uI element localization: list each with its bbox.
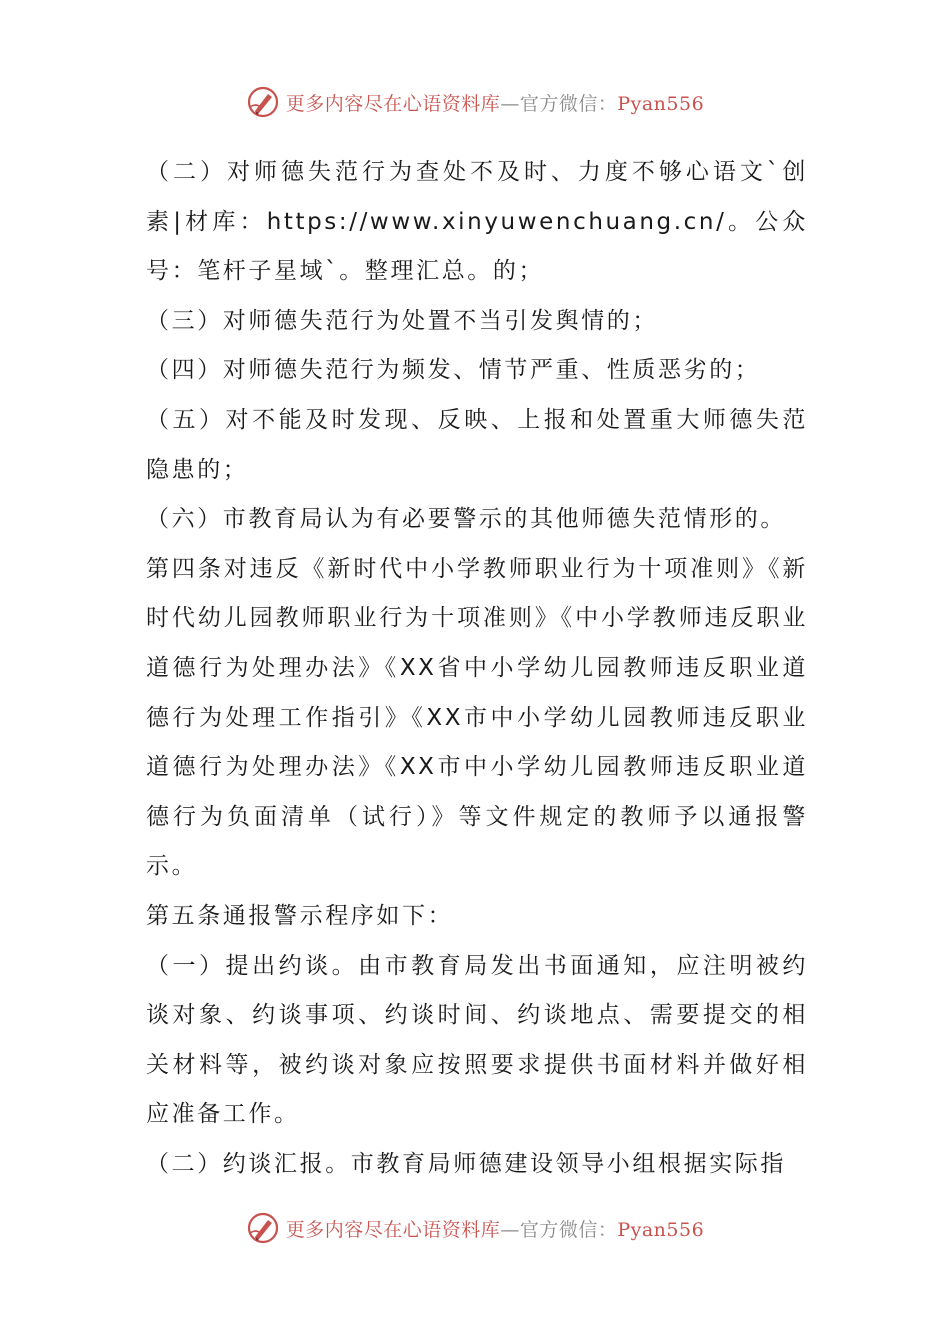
paragraph: （一）提出约谈。由市教育局发出书面通知，应注明被约谈对象、约谈事项、约谈时间、约谈地点、需要提交的相关材料等，被约谈对象应按照要求提供书面材料并做好相应准备工作。 bbox=[146, 952, 808, 1128]
paragraph: （六）市教育局认为有必要警示的其他师德失范情形的。 bbox=[146, 506, 786, 533]
footer-banner bbox=[0, 1208, 950, 1248]
paragraph: （四）对师德失范行为频发、情节严重、性质恶劣的； bbox=[146, 357, 761, 384]
paragraph: 第四条对违反《新时代中小学教师职业行为十项准则》《新时代幼儿园教师职业行为十项准则》《中小学教师违反职业道德行为处理办法》《XX省中小学幼儿园教师违反职业道德行为处理工作指引》《XX市中小学幼儿园教师违反职业道德行为处理办法》《XX市中小学幼儿园教师违反职业道德行为负面清单（试行）》等文件规定的教师予以通报警示。 bbox=[146, 555, 808, 880]
document-body bbox=[146, 148, 808, 1189]
paragraph: （二）对师德失范行为查处不及时、力度不够心语文`创素|材库：https://www.xinyuwenchuang.cn/。公众号：笔杆子星域`。整理汇总。的； bbox=[146, 159, 808, 285]
paragraph: （三）对师德失范行为处置不当引发舆情的； bbox=[146, 307, 658, 334]
header-banner bbox=[0, 82, 950, 122]
paragraph: （二）约谈汇报。市教育局师德建设领导小组根据实际指 bbox=[146, 1150, 786, 1177]
footer-banner-text: 更多内容尽在心语资料库—官方微信：Pyan556 bbox=[285, 1218, 705, 1241]
pen-logo-icon bbox=[246, 1211, 280, 1245]
header-banner-text: 更多内容尽在心语资料库—官方微信：Pyan556 bbox=[285, 92, 705, 115]
paragraph: 第五条通报警示程序如下： bbox=[146, 902, 454, 929]
paragraph: （五）对不能及时发现、反映、上报和处置重大师德失范隐患的； bbox=[146, 406, 808, 483]
pen-logo-icon bbox=[246, 85, 280, 119]
